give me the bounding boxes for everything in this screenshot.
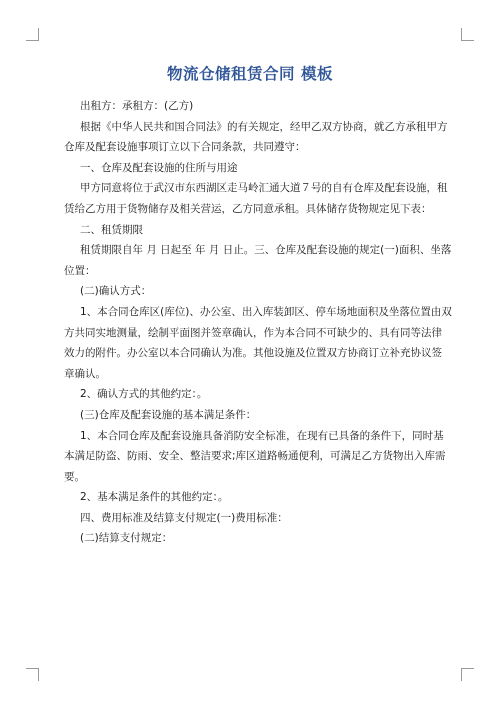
preamble-paragraph: 根据《中华人民共和国合同法》的有关规定，经甲乙双方协商，就乙方承租甲方仓库及配套设施事项订立以下合同条款，共同遵守： (64, 120, 448, 154)
parties-line: 出租方：承租方：(乙方) (80, 100, 194, 112)
paragraph-conditions-2: 2、基本满足条件的其他约定：。 (80, 491, 229, 504)
paragraph-confirm-2: 2、确认方式的其他约定：。 (80, 388, 208, 401)
crop-mark-top-left (26, 28, 39, 41)
subheading-basic-conditions: (三)仓库及配套设施的基本满足条件： (80, 408, 257, 421)
section-heading-2: 二、租赁期限 (80, 223, 143, 236)
section-heading-4: 四、费用标准及结算支付规定(一)费用标准： (80, 511, 288, 524)
paragraph-location: 甲方同意将位于武汉市东西湖区走马岭汇通大道７号的自有仓库及配套设施，租赁给乙方用于货物储存及相关营运，乙方同意承租。具体储存货物规定见下表： (64, 182, 448, 215)
subheading-settlement: (二)结算支付规定： (80, 532, 173, 545)
document-title: 物流仓储租赁合同 模板 (167, 65, 333, 83)
subheading-confirm-method: (二)确认方式： (80, 285, 152, 298)
paragraph-conditions-1: 1、本合同仓库及配套设施具备消防安全标准，在现有已具备的条件下，同时基本满足防盗、防雨、安全、整洁要求;库区道路畅通便利，可满足乙方货物出入库需要。 (64, 429, 446, 483)
paragraph-lease-term: 租赁期限自年 月 日起至 年 月 日止。三、仓库及配套设施的规定(一)面积、坐落位置： (64, 244, 452, 277)
crop-mark-bottom-right (461, 668, 474, 681)
crop-mark-bottom-left (26, 668, 39, 681)
crop-mark-top-right (461, 28, 474, 41)
section-heading-1: 一、仓库及配套设施的住所与用途 (80, 161, 238, 174)
document-body (64, 96, 452, 549)
paragraph-confirm-1: 1、本合同仓库区(库位)、办公室、出入库装卸区、停车场地面积及坐落位置由双方共同实地测量，绘制平面图并签章确认，作为本合同不可缺少的、具有同等法律效力的附件。办公室以本合同确认为准。其他设施及位置双方协商订立补充协议签章确认。 (64, 305, 452, 380)
